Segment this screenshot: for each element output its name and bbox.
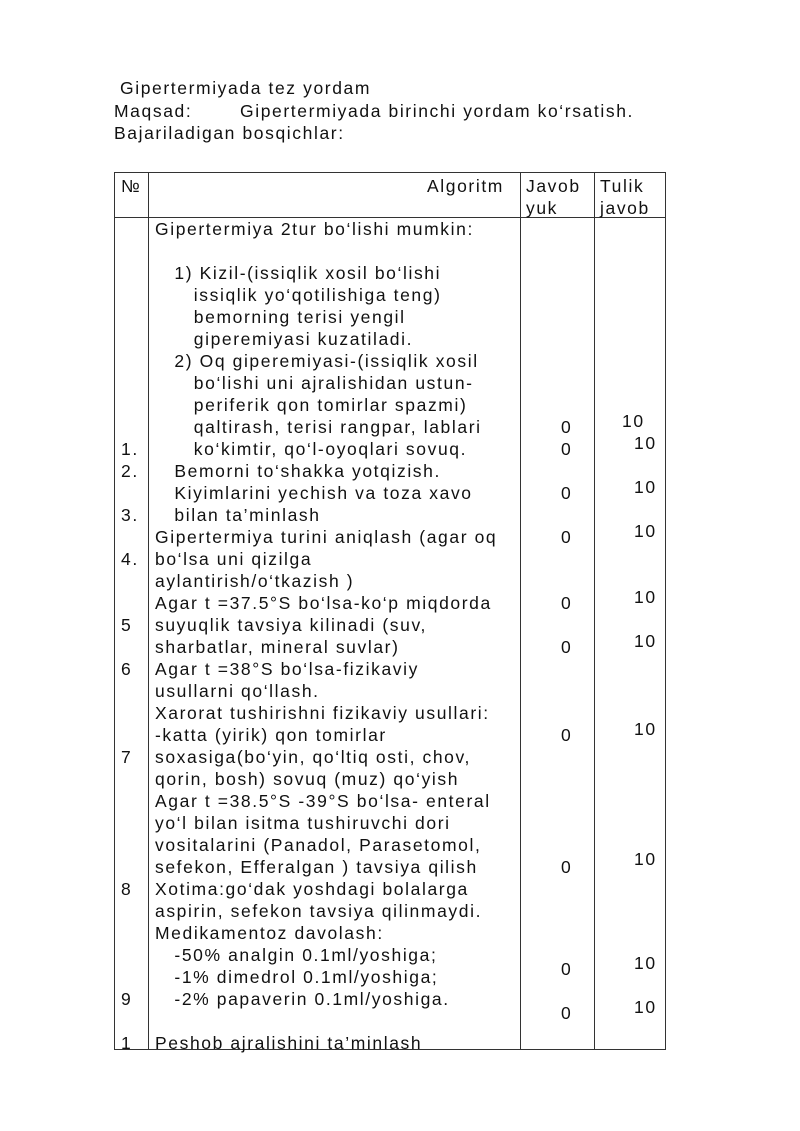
full-answer-value: 10	[634, 587, 657, 607]
algorithm-line: -katta (yirik) qon tomirlar	[155, 725, 387, 745]
full-answer-value: 10	[634, 521, 657, 541]
algorithm-line: Agar t =37.5°S bo‘lsa-ko‘p miqdorda	[155, 593, 492, 613]
algorithm-line: -50% analgin 0.1ml/yoshiga;	[155, 945, 438, 965]
row-number: 7	[121, 747, 133, 767]
table-top-border	[114, 172, 666, 173]
full-answer-value: 10	[634, 953, 657, 973]
algorithm-line: Agar t =38.5°S -39°S bo‘lsa- enteral	[155, 791, 491, 811]
header-no-answer-2: yuk	[526, 198, 559, 218]
no-answer-value: 0	[561, 439, 573, 459]
algorithm-line: qorin, bosh) sovuq (muz) qo‘yish	[155, 769, 460, 789]
row-number: 2.	[121, 461, 139, 481]
algorithm-line: aylantirish/o‘tkazish )	[155, 571, 355, 591]
header-no-answer-1: Javob	[526, 176, 581, 196]
row-number: 1	[121, 1033, 133, 1053]
no-answer-value: 0	[561, 637, 573, 657]
algorithm-line: bemorning terisi yengil	[155, 307, 406, 327]
page-title: Gipertermiyada tez yordam	[120, 78, 372, 98]
algorithm-line: Gipertermiya turini aniqlash (agar oq	[155, 527, 498, 547]
no-answer-value: 0	[561, 1003, 573, 1023]
full-answer-value: 10	[634, 849, 657, 869]
algorithm-line: 1) Kizil-(issiqlik xosil bo‘lishi	[155, 263, 442, 283]
no-answer-value: 0	[561, 593, 573, 613]
algorithm-line: Gipertermiya 2tur bo‘lishi mumkin:	[155, 219, 474, 239]
algorithm-line: Xarorat tushirishni fizikaviy usullari:	[155, 703, 490, 723]
algorithm-line: bo‘lsa uni qizilga	[155, 549, 313, 569]
row-number: 9	[121, 989, 133, 1009]
col-divider-answers	[594, 172, 595, 1050]
no-answer-value: 0	[561, 959, 573, 979]
algorithm-line: bo‘lishi uni ajralishidan ustun-	[155, 373, 474, 393]
table-header-border	[114, 217, 666, 218]
row-number: 1.	[121, 439, 139, 459]
row-number: 5	[121, 615, 133, 635]
col-divider-num	[148, 172, 149, 1050]
table-left-border	[114, 172, 115, 1050]
algorithm-line: Peshob ajralishini ta’minlash	[155, 1033, 423, 1053]
algorithm-line: Xotima:go‘dak yoshdagi bolalarga	[155, 879, 469, 899]
algorithm-line: vositalarini (Panadol, Parasetomol,	[155, 835, 482, 855]
purpose-text: Gipertermiyada birinchi yordam ko‘rsatish.	[240, 101, 634, 121]
row-number: 8	[121, 879, 133, 899]
algorithm-line: 2) Oq giperemiyasi-(issiqlik xosil	[155, 351, 479, 371]
table-right-border	[665, 172, 666, 1050]
header-algorithm: Algoritm	[427, 176, 504, 196]
algorithm-line: ko‘kimtir, qo‘l-oyoqlari sovuq.	[155, 439, 468, 459]
full-answer-value: 10	[634, 997, 657, 1017]
algorithm-line: yo‘l bilan isitma tushiruvchi dori	[155, 813, 451, 833]
algorithm-line: periferik qon tomirlar spazmi)	[155, 395, 468, 415]
header-full-answer-1: Tulik	[600, 176, 645, 196]
full-answer-value: 10	[634, 477, 657, 497]
header-number: №	[121, 176, 142, 196]
steps-label: Bajariladigan bosqichlar:	[114, 123, 345, 143]
algorithm-line: issiqlik yo‘qotilishiga teng)	[155, 285, 442, 305]
algorithm-line: Kiyimlarini yechish va toza xavo	[155, 483, 473, 503]
no-answer-value: 0	[561, 725, 573, 745]
col-divider-algorithm	[520, 172, 521, 1050]
algorithm-line: -2% papaverin 0.1ml/yoshiga.	[155, 989, 450, 1009]
full-answer-value: 10	[622, 411, 645, 431]
no-answer-value: 0	[561, 857, 573, 877]
algorithm-line: -1% dimedrol 0.1ml/yoshiga;	[155, 967, 439, 987]
row-number: 4.	[121, 549, 139, 569]
algorithm-line: qaltirash, terisi rangpar, lablari	[155, 417, 482, 437]
algorithm-line: Agar t =38°S bo‘lsa-fizikaviy	[155, 659, 419, 679]
algorithm-line: bilan ta’minlash	[155, 505, 321, 525]
algorithm-line: suyuqlik tavsiya kilinadi (suv,	[155, 615, 427, 635]
algorithm-line: Medikamentoz davolash:	[155, 923, 384, 943]
row-number: 6	[121, 659, 133, 679]
algorithm-line: sefekon, Efferalgan ) tavsiya qilish	[155, 857, 478, 877]
no-answer-value: 0	[561, 417, 573, 437]
algorithm-line: giperemiyasi kuzatiladi.	[155, 329, 414, 349]
header-full-answer-2: javob	[600, 198, 650, 218]
row-number: 3.	[121, 505, 139, 525]
algorithm-line: soxasiga(bo‘yin, qo‘ltiq osti, chov,	[155, 747, 472, 767]
full-answer-value: 10	[634, 719, 657, 739]
purpose-label: Maqsad:	[114, 101, 193, 121]
no-answer-value: 0	[561, 483, 573, 503]
algorithm-line: aspirin, sefekon tavsiya qilinmaydi.	[155, 901, 483, 921]
algorithm-line: usullarni qo‘llash.	[155, 681, 320, 701]
full-answer-value: 10	[634, 631, 657, 651]
no-answer-value: 0	[561, 527, 573, 547]
algorithm-line: Bemorni to‘shakka yotqizish.	[155, 461, 441, 481]
full-answer-value: 10	[634, 433, 657, 453]
algorithm-line: sharbatlar, mineral suvlar)	[155, 637, 400, 657]
